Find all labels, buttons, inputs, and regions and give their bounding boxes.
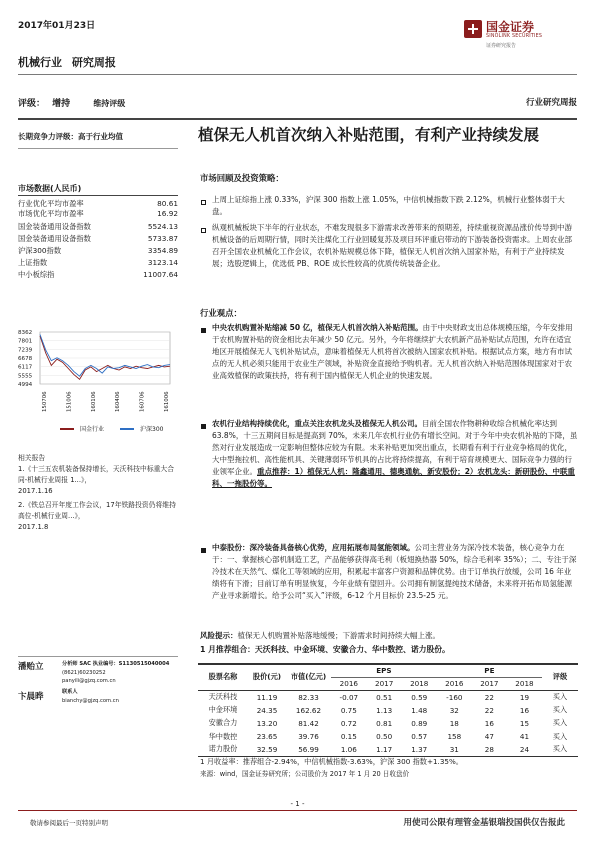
left-divider-1	[18, 148, 178, 149]
rating-label: 评级：	[18, 99, 46, 109]
bullet-square-icon	[201, 200, 206, 205]
left-divider-2	[18, 656, 178, 657]
view-para-1: 中央农机购置补贴缩减 50 亿，植保无人机首次纳入补贴范围。由于中央财政支出总体规模压缩，今年安排用于农机购置补贴的资金相比去年减少 50 亿元。另外，今年将继续扩大农机新产品补贴试点范围，允许在适宜地区开展植保无人飞机补贴试点，意味着植保无人机将首次被纳入国家农机补贴。根据试点方案，地方有市试点的无人机必须只能用于农业生产领域，补贴资金直接给予购机者。无人机首次纳入补贴范围体现国家对于农业高效植保的政策扶持，将有利于国内植保无人机企业的快速发展。	[212, 323, 573, 380]
logo-sub: 证券研究报告	[486, 43, 517, 49]
x-tick-label: 151006	[66, 391, 73, 412]
legend-industry: 国金行业	[80, 426, 105, 433]
view-title: 行业观点：	[200, 308, 242, 318]
y-tick-label: 7239	[18, 347, 33, 354]
analyst1-info: 分析师 SAC 执业编号：S1130515040004 (8621)60230252 panyili@gjzq.com.cn	[62, 661, 170, 684]
legend-swatch-industry	[60, 428, 74, 430]
recommend-table	[198, 664, 578, 757]
right-tag: 行业研究周报	[525, 98, 577, 108]
table-row: 中金环境 24.35 162.62 0.75 1.13 1.48 32 22 16 买入	[208, 705, 568, 715]
competitiveness-rating: 长期竞争力评级：高于行业均值	[18, 132, 123, 141]
x-tick-label: 160406	[115, 391, 122, 412]
review-title: 市场回顾及投资策略：	[200, 173, 284, 183]
market-title: 市场数据(人民币)	[18, 184, 82, 193]
x-tick-label: 160106	[90, 391, 97, 412]
market-row: 国金装备通用设备指数 5524.13	[18, 222, 178, 231]
market-title-underline	[18, 195, 178, 196]
rating-divider	[18, 118, 577, 120]
related-item: 2.《铁总召开年度工作会议，17年铁路投资仍将维持高位-机械行业周...》， 2017.1.8	[18, 501, 176, 531]
table-row: 天沃科技 11.19 82.33 -0.07 0.51 0.59 -160 22 19 买入	[208, 692, 568, 702]
analyst2-name: 卞晨晔	[18, 692, 44, 702]
report-date: 2017年01月23日	[18, 21, 96, 31]
portfolio-line: 1 月推荐组合：天沃科技、中金环境、安徽合力、华中数控、诺力股份。	[200, 645, 450, 654]
market-row: 沪深300指数 3354.89	[18, 246, 178, 255]
y-tick-label: 5555	[18, 373, 33, 380]
market-row: 市场优化平均市盈率 16.92	[18, 209, 178, 218]
rating-block	[18, 96, 125, 109]
bullet-icon	[201, 548, 206, 553]
bullet-square-icon	[201, 228, 206, 233]
market-row: 中小板综指 11007.64	[18, 270, 178, 279]
footer-disclaimer-left: 敬请参阅最后一页特别声明	[30, 819, 108, 827]
review-para-2: 纵观机械板块下半年的行业状态，不难发现很多下游需求改善带来的预期差，持续重视资源品涨价传导到中游机械设备的后周期行情，同时关注煤化工行业回暖复苏及项目环评重启带动的下游装备投资需求。上周农业部召开全国农业机械化工作会议，农机补贴规模总体下降，植保无人机首次纳入国家补贴，有利于产业持续发展；选股逻辑上，优选低 PB、ROE 成长性较高的优质传统装备企业。	[212, 223, 572, 268]
market-row: 上证指数 3123.14	[18, 258, 178, 267]
view-para-3: 中泰股份：深冷装备具备核心优势，应用拓展布局氢能领域。公司主营业务为深冷技术装备，核心竞争力在于：一、掌握核心部机制造工艺，产品能够获得高毛利（板翅换热器 50%，综合毛利率 35%）；二、专注于深冷技术在天然气、煤化工等领域的应用，积累起丰富客户资源和品牌优势。由于订单执行放缓，公司 16 年业绩将有下滑；目前订单有明显恢复，今年业绩有望回升。公司拥有制氢提纯技术储备，未来将开拓布局氢能源产业寻求新增长。给予公司“买入”评级，6-12 个月目标价 23.5-25 元。	[212, 543, 577, 600]
sinolink-logo-icon	[464, 20, 482, 38]
bullet-icon	[201, 424, 206, 429]
table-year-row: 2016 2017 2018 2016 2017 2018	[198, 677, 578, 690]
logo-cn: 国金证券	[486, 20, 535, 34]
market-row: 国金装备通用设备指数 5733.87	[18, 234, 178, 243]
legend-swatch-hs300	[120, 428, 134, 430]
report-type: 研究周报	[71, 56, 116, 69]
footer-disclaimer-right: 用使司公限有理管金基银瑞投国供仅告报此	[403, 818, 565, 828]
y-tick-label: 8362	[18, 330, 33, 336]
view-para-2: 农机行业结构持续优化，重点关注农机龙头及植保无人机公司。目前全国农作物耕种收综合机械化率达到 63.8%，十三五期间目标是提高到 70%，未来几年农机行业仍有增长空间。对于今年中央农机补贴的下降，虽然对行业发展造成一定影响但整体应较为有限。未来补贴更加突出重点，长期看有利于行业竞争格局的优化，大中型拖拉机、高性能机具、关键薄弱环节机具的占比将持续提高，有利于培育规模更大、国际竞争力强的行业领军企业。重点推荐：1）植保无人机：隆鑫通用、德奥通航、新安股份；2）农机龙头：新研股份、中联重科、一拖股份等。	[212, 419, 578, 488]
table-row: 安徽合力 13.20 81.42 0.72 0.81 0.89 18 16 15 买入	[208, 718, 568, 728]
header-divider	[18, 74, 577, 75]
y-tick-label: 6117	[18, 364, 33, 371]
risk-line: 风险提示：植保无人机购置补贴落地缓慢；下游需求时间持续大幅上涨。	[200, 631, 440, 640]
x-tick-label: 161006	[164, 391, 170, 412]
y-tick-label: 6678	[18, 356, 33, 362]
page-number: - 1 -	[290, 800, 305, 808]
chart-legend	[60, 424, 163, 433]
jan-return: 1 月收益率：推荐组合-2.94%，中信机械指数-3.63%，沪深 300 指数+1.35%。	[200, 757, 463, 766]
analyst2-info: 联系人 bianchy@gjzq.com.cn	[62, 689, 119, 704]
table-row: 诺力股份 32.59 56.99 1.06 1.17 1.37 31 28 24 买入	[198, 743, 578, 756]
related-title: 相关报告	[18, 454, 46, 462]
main-title: 植保无人机首次纳入补贴范围，有利产业持续发展	[198, 125, 540, 144]
market-row: 行业优化平均市盈率 80.61	[18, 199, 178, 208]
legend-hs300: 沪深300	[140, 426, 164, 433]
rating-keep: 维持评级	[93, 99, 126, 108]
related-item: 1.《十三五农机装备保持增长，天沃科技中标重大合同-机械行业周报 1...》， 2017.1.16	[18, 465, 175, 495]
y-tick-label: 4994	[18, 382, 33, 388]
industry-title	[18, 54, 116, 70]
table-row: 华中数控 23.65 39.76 0.15 0.50 0.57 158 47 41 买入	[208, 731, 568, 742]
footer-divider	[18, 810, 577, 811]
series-line-industry	[40, 336, 170, 379]
analyst1-name: 潘贻立	[18, 662, 44, 672]
y-tick-label: 7801	[18, 338, 33, 345]
x-tick-label: 160706	[139, 391, 146, 412]
bullet-icon	[201, 328, 206, 333]
review-para-1: 上周上证综指上涨 0.33%，沪深 300 指数上涨 1.05%，中信机械指数下跌 2.12%，机械行业整体弱于大盘。	[212, 195, 565, 216]
industry-name: 机械行业	[18, 56, 62, 69]
x-tick-label: 150706	[42, 391, 48, 412]
data-source: 来源：wind，国金证券研究所；公司股价为 2017 年 1 月 20 日收盘价	[200, 770, 410, 778]
index-line-chart	[18, 280, 180, 420]
table-header-row: 股票名称 股价(元) 市值(亿元) EPS PE 评级	[208, 665, 568, 681]
logo-en: SINOLINK SECURITIES	[486, 34, 543, 39]
rating-value: 增持	[52, 99, 71, 109]
